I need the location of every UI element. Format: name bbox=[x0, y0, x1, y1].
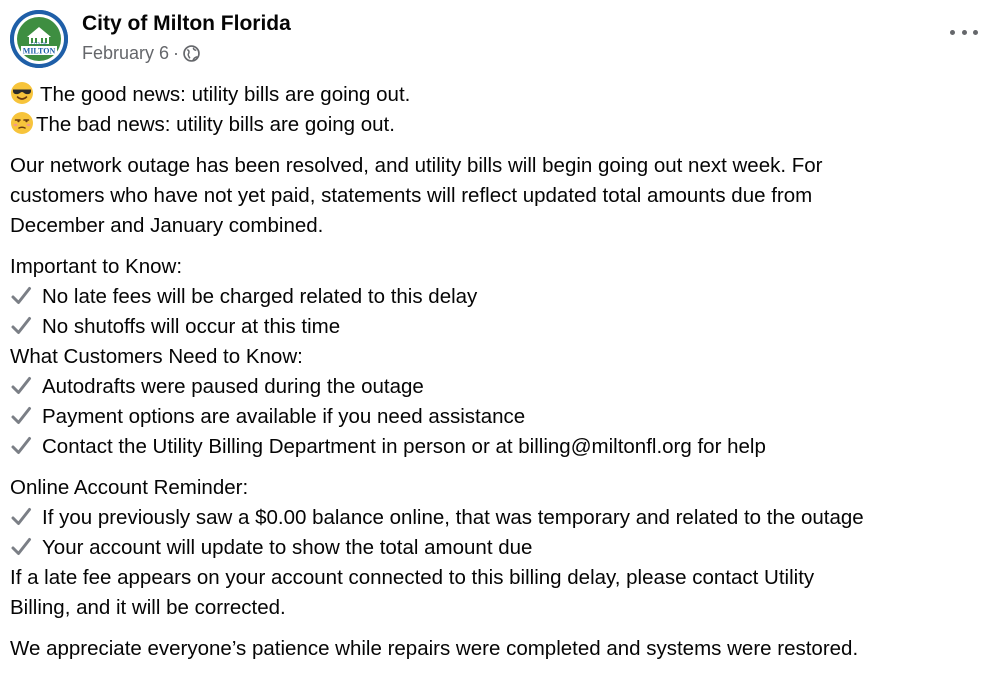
post-body bbox=[10, 80, 985, 675]
unamused-face-emoji-icon bbox=[10, 111, 34, 135]
check-mark-icon bbox=[10, 375, 32, 397]
check-mark-icon bbox=[10, 435, 32, 457]
avatar-text-main: MILTON bbox=[22, 46, 56, 56]
list-item bbox=[10, 282, 985, 312]
list-item bbox=[10, 372, 985, 402]
check-mark-icon bbox=[10, 285, 32, 307]
post-date[interactable]: February 6 bbox=[82, 43, 170, 63]
more-dot bbox=[962, 30, 967, 35]
late-fee-line: Billing, and it will be corrected. bbox=[10, 596, 286, 619]
more-dot bbox=[950, 30, 955, 35]
contact-text-before: Contact the Utility Billing Department in person or at bbox=[42, 435, 519, 458]
post-subline bbox=[82, 42, 291, 64]
bad-news-line bbox=[10, 110, 985, 140]
good-news-line bbox=[10, 80, 985, 110]
post-header bbox=[10, 10, 291, 68]
list-item-text: Payment options are available if you need assistance bbox=[42, 405, 526, 428]
separator: · bbox=[173, 43, 180, 63]
outage-line: December and January combined. bbox=[10, 214, 324, 237]
list-item-text: If you previously saw a $0.00 balance online, that was temporary and related to the outage bbox=[42, 506, 864, 529]
globe-icon[interactable] bbox=[183, 45, 200, 62]
closing-line: We appreciate everyone’s patience while repairs were completed and systems were restored. bbox=[10, 637, 859, 660]
late-fee-line: If a late fee appears on your account connected to this billing delay, please contact Utility bbox=[10, 566, 815, 589]
avatar[interactable] bbox=[10, 10, 68, 68]
good-news-text: The good news: utility bills are going out. bbox=[40, 83, 411, 106]
list-item bbox=[10, 503, 985, 533]
list-item bbox=[10, 312, 985, 342]
smiling-sunglasses-emoji-icon bbox=[10, 81, 34, 105]
outage-paragraph bbox=[10, 151, 985, 241]
page-name[interactable]: City of Milton Florida bbox=[82, 12, 291, 35]
online-heading: Online Account Reminder: bbox=[10, 476, 249, 499]
important-heading: Important to Know: bbox=[10, 255, 183, 278]
list-item-text: Autodrafts were paused during the outage bbox=[42, 375, 424, 398]
important-section bbox=[10, 252, 985, 462]
list-item bbox=[10, 533, 985, 563]
check-mark-icon bbox=[10, 506, 32, 528]
outage-line: customers who have not yet paid, statements will reflect updated total amounts due from bbox=[10, 184, 813, 207]
closing-paragraph bbox=[10, 634, 985, 664]
more-dot bbox=[973, 30, 978, 35]
customers-heading: What Customers Need to Know: bbox=[10, 345, 303, 368]
check-mark-icon bbox=[10, 405, 32, 427]
contact-text-after: for help bbox=[691, 435, 766, 458]
list-item-text: Your account will update to show the total amount due bbox=[42, 536, 533, 559]
outage-line: Our network outage has been resolved, and utility bills will begin going out next week. For bbox=[10, 154, 823, 177]
list-item bbox=[10, 402, 985, 432]
city-seal-icon bbox=[10, 10, 68, 68]
online-section bbox=[10, 473, 985, 623]
list-item-text: No late fees will be charged related to this delay bbox=[42, 285, 478, 308]
list-item-text: No shutoffs will occur at this time bbox=[42, 315, 341, 338]
bad-news-text: The bad news: utility bills are going out. bbox=[36, 113, 395, 136]
post-meta bbox=[82, 10, 291, 64]
list-item bbox=[10, 432, 985, 462]
billing-email-link[interactable]: billing@miltonfl.org bbox=[518, 435, 692, 458]
news-paragraph bbox=[10, 80, 985, 140]
check-mark-icon bbox=[10, 536, 32, 558]
avatar-text-top: CITY OF bbox=[31, 41, 47, 46]
more-options-icon[interactable] bbox=[950, 22, 978, 42]
check-mark-icon bbox=[10, 315, 32, 337]
